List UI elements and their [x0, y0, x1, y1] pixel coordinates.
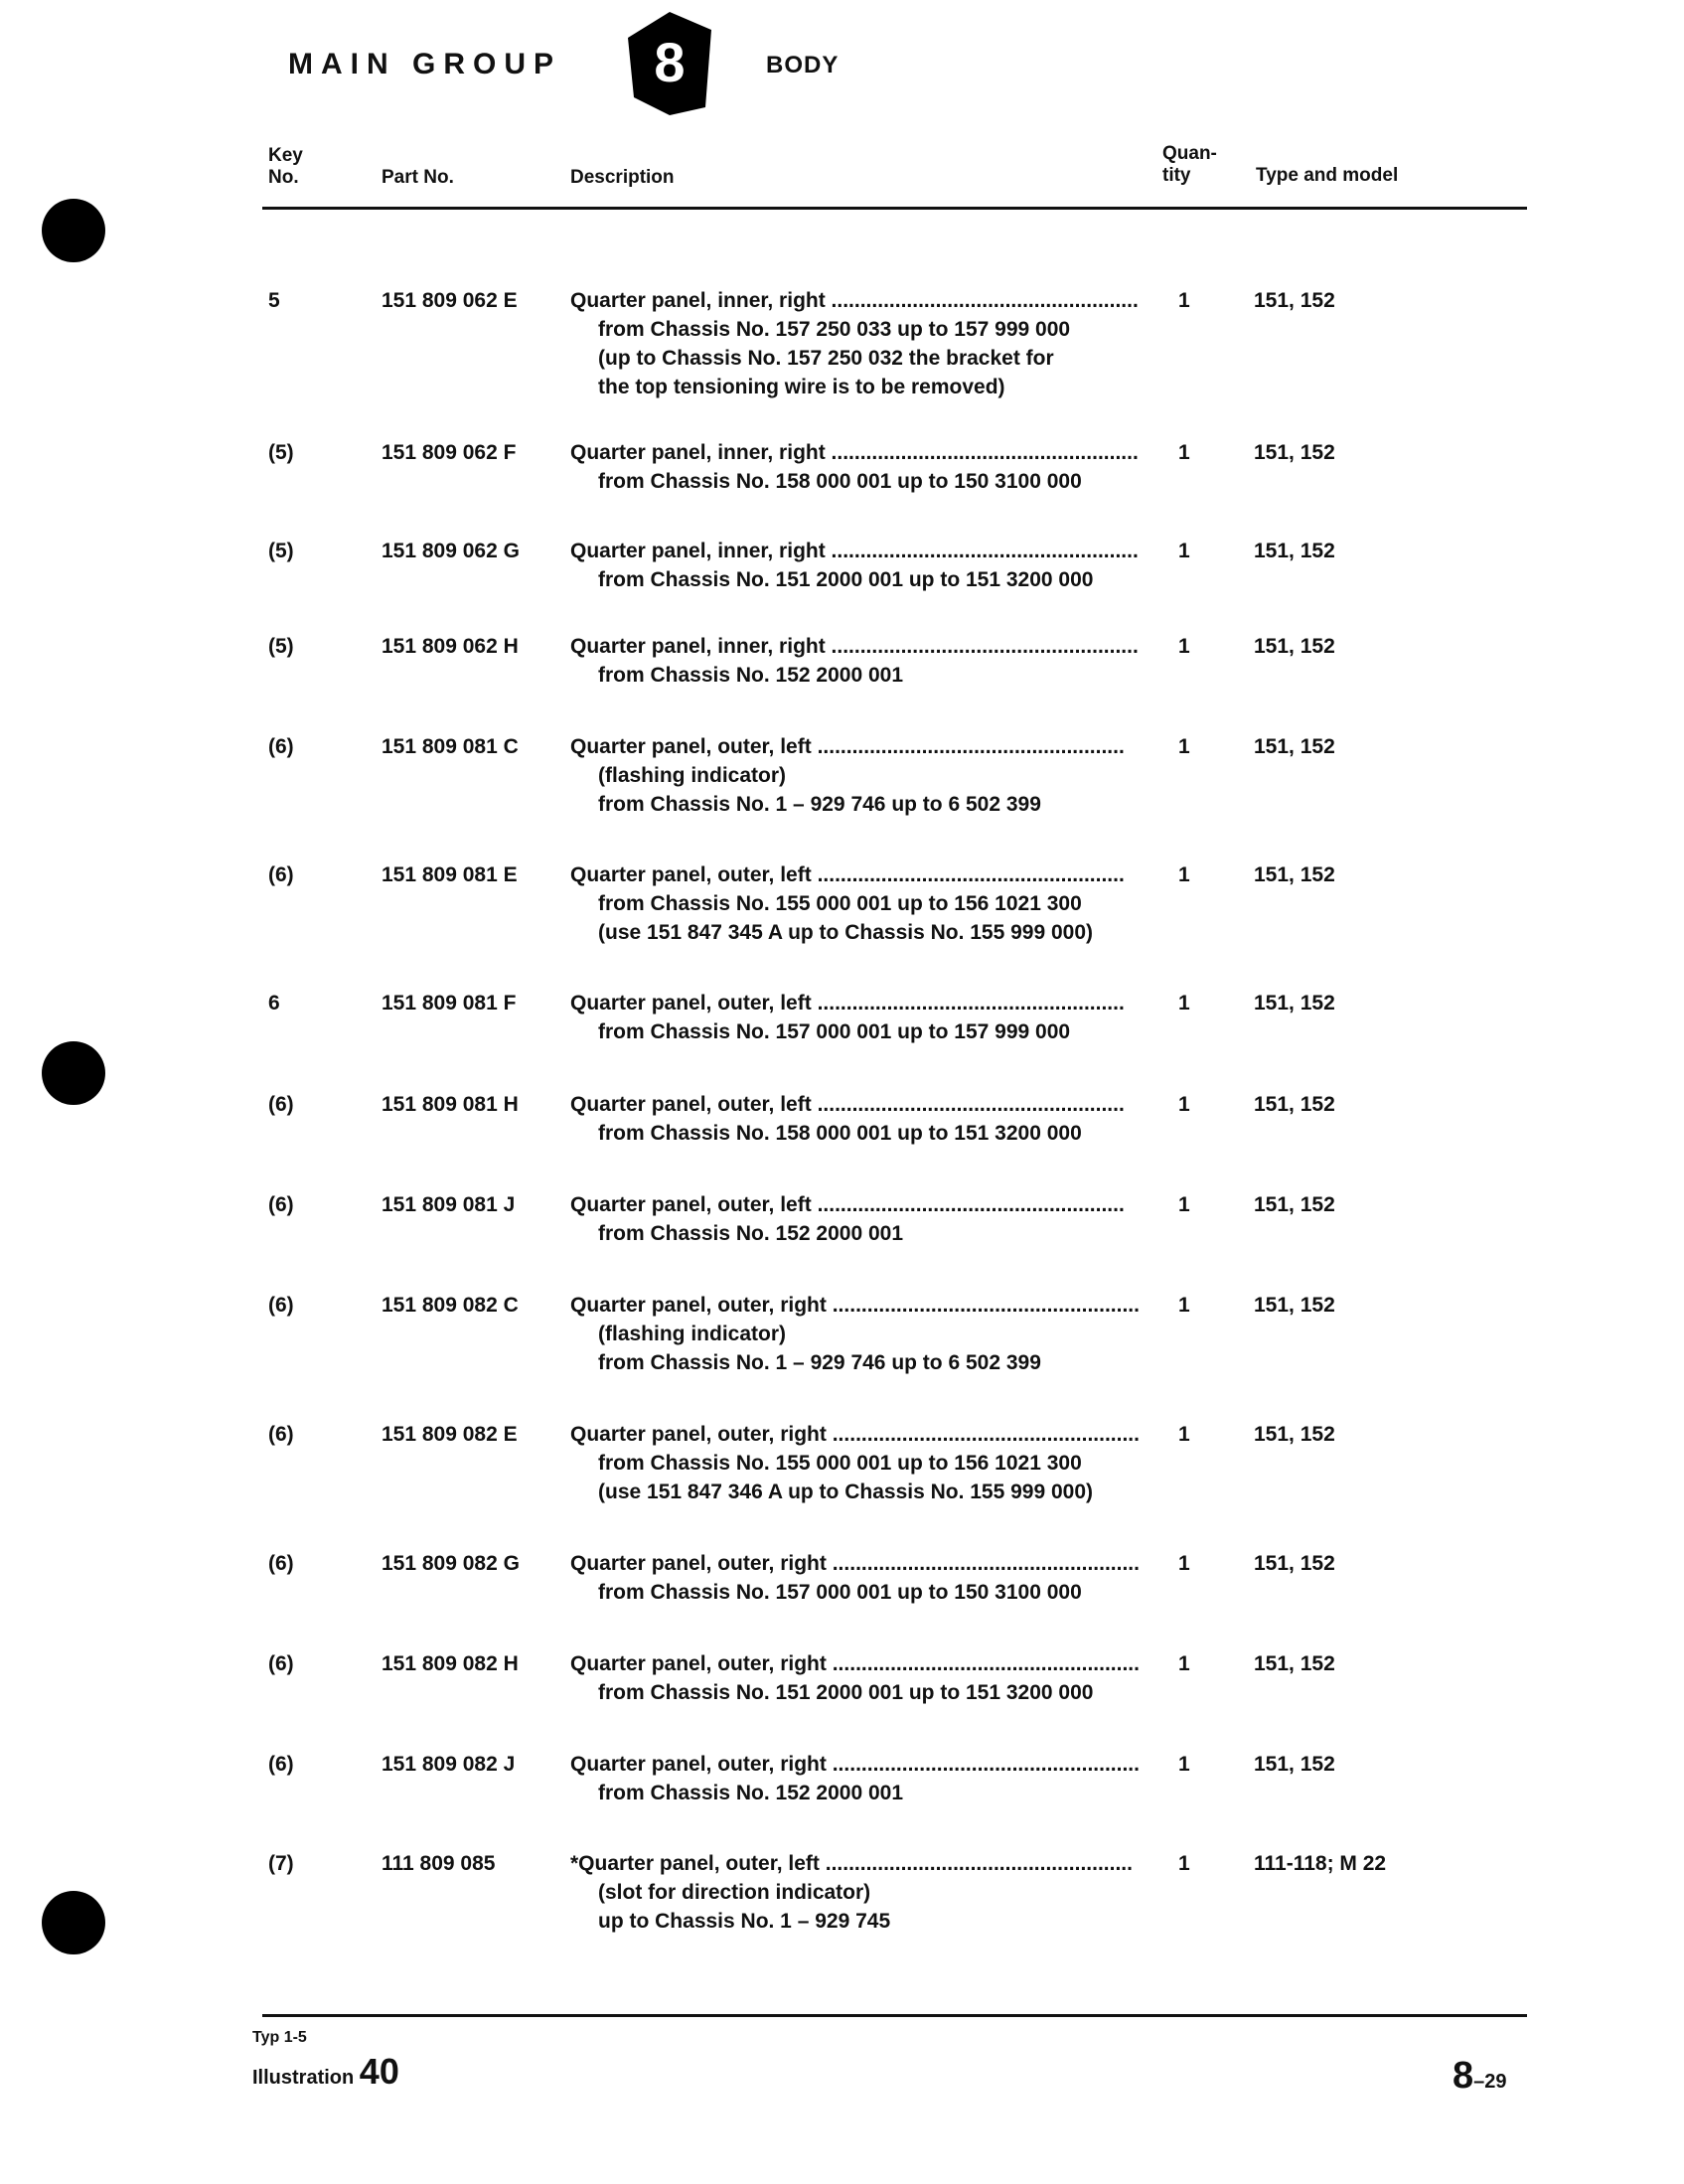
- binder-hole: [42, 1041, 105, 1105]
- description-text: Quarter panel, inner, right: [570, 540, 826, 562]
- key-number: (5): [268, 635, 294, 658]
- column-header-quantity: Quan- tity: [1162, 143, 1217, 186]
- part-number: 151 809 082 C: [382, 1294, 519, 1317]
- description-line: [570, 860, 1147, 889]
- type-and-model: 151, 152: [1254, 289, 1335, 312]
- type-and-model: 151, 152: [1254, 1753, 1335, 1776]
- quantity: 1: [1178, 635, 1190, 658]
- description-line: [570, 632, 1147, 661]
- dot-leader: .....................................................: [819, 1852, 1133, 1875]
- description-text: Quarter panel, outer, right: [570, 1423, 827, 1446]
- dot-leader: .....................................................: [826, 1423, 1140, 1446]
- page-number-main: 8: [1453, 2055, 1474, 2097]
- dot-leader: .....................................................: [826, 1753, 1140, 1776]
- main-group-heading: MAIN GROUP: [288, 48, 561, 80]
- description-line: [570, 1849, 1147, 1878]
- description-continuation: from Chassis No. 157 250 033 up to 157 999 000: [598, 318, 1071, 341]
- dot-leader: .....................................................: [811, 1193, 1125, 1216]
- description: [570, 286, 1147, 401]
- column-header-description: Description: [570, 167, 675, 188]
- key-number: (6): [268, 1193, 294, 1216]
- description-continuation: up to Chassis No. 1 – 929 745: [598, 1910, 891, 1933]
- description-text: *Quarter panel, outer, left: [570, 1852, 820, 1875]
- dot-leader: .....................................................: [825, 635, 1139, 658]
- part-number: 151 809 062 E: [382, 289, 518, 312]
- type-and-model: 151, 152: [1254, 540, 1335, 562]
- column-header-part: Part No.: [382, 167, 454, 188]
- dot-leader: .....................................................: [825, 289, 1139, 312]
- description-text: Quarter panel, outer, left: [570, 1093, 812, 1116]
- description-continuation: from Chassis No. 158 000 001 up to 150 3100 000: [598, 470, 1082, 493]
- description-text: Quarter panel, inner, right: [570, 289, 826, 312]
- dot-leader: .....................................................: [825, 540, 1139, 562]
- description-continuation: from Chassis No. 1 – 929 746 up to 6 502 399: [598, 1351, 1041, 1374]
- description-continuation: (slot for direction indicator): [598, 1881, 871, 1904]
- description-line: [570, 1090, 1147, 1119]
- description-text: Quarter panel, outer, right: [570, 1753, 827, 1776]
- key-number: (6): [268, 1093, 294, 1116]
- dot-leader: .....................................................: [825, 441, 1139, 464]
- description-continuation: from Chassis No. 151 2000 001 up to 151 3200 000: [598, 568, 1094, 591]
- description: [570, 1190, 1147, 1248]
- type-and-model: 151, 152: [1254, 863, 1335, 886]
- quantity: 1: [1178, 1552, 1190, 1575]
- description-continuation: from Chassis No. 152 2000 001: [598, 1222, 904, 1245]
- key-number: (7): [268, 1852, 294, 1875]
- key-number: (5): [268, 540, 294, 562]
- key-number: (6): [268, 1753, 294, 1776]
- description-text: Quarter panel, outer, left: [570, 992, 812, 1014]
- description-line: [570, 286, 1147, 315]
- description-text: Quarter panel, outer, left: [570, 735, 812, 758]
- illustration-number: 40: [359, 2051, 399, 2092]
- description-text: Quarter panel, outer, left: [570, 863, 812, 886]
- column-header-type: Type and model: [1256, 165, 1399, 186]
- description-continuation: from Chassis No. 151 2000 001 up to 151 3200 000: [598, 1681, 1094, 1704]
- description-continuation: from Chassis No. 1 – 929 746 up to 6 502 399: [598, 793, 1041, 816]
- description: [570, 1420, 1147, 1506]
- illustration-label: Illustration: [252, 2067, 355, 2089]
- description-continuation: (use 151 847 346 A up to Chassis No. 155 999 000): [598, 1481, 1094, 1503]
- type-and-model: 151, 152: [1254, 635, 1335, 658]
- section-title: BODY: [766, 52, 840, 78]
- quantity: 1: [1178, 1423, 1190, 1446]
- type-and-model: 111-118; M 22: [1254, 1852, 1387, 1875]
- description: [570, 1849, 1147, 1936]
- part-number: 151 809 062 H: [382, 635, 519, 658]
- description-line: [570, 989, 1147, 1017]
- description-continuation: from Chassis No. 155 000 001 up to 156 1021 300: [598, 892, 1082, 915]
- group-number: 8: [654, 31, 686, 93]
- description-continuation: (use 151 847 345 A up to Chassis No. 155 999 000): [598, 921, 1094, 944]
- page-number-sub: –29: [1473, 2071, 1507, 2093]
- description-text: Quarter panel, outer, left: [570, 1193, 812, 1216]
- key-number: (6): [268, 1552, 294, 1575]
- description: [570, 732, 1147, 819]
- part-number: 151 809 082 J: [382, 1753, 516, 1776]
- dot-leader: .....................................................: [811, 992, 1125, 1014]
- quantity: 1: [1178, 735, 1190, 758]
- part-number: 151 809 081 F: [382, 992, 517, 1014]
- part-number: 151 809 082 G: [382, 1552, 520, 1575]
- page-number: [1453, 2055, 1507, 2098]
- key-number: (5): [268, 441, 294, 464]
- type-and-model: 151, 152: [1254, 1294, 1335, 1317]
- key-number: (6): [268, 1423, 294, 1446]
- quantity: 1: [1178, 1753, 1190, 1776]
- key-number: (6): [268, 735, 294, 758]
- quantity: 1: [1178, 1652, 1190, 1675]
- description: [570, 537, 1147, 594]
- quantity: 1: [1178, 1852, 1190, 1875]
- description-line: [570, 1750, 1147, 1779]
- description-continuation: the top tensioning wire is to be removed): [598, 376, 1005, 398]
- description: [570, 1291, 1147, 1377]
- description: [570, 632, 1147, 690]
- quantity: 1: [1178, 1193, 1190, 1216]
- type-and-model: 151, 152: [1254, 1552, 1335, 1575]
- description-line: [570, 1649, 1147, 1678]
- description: [570, 1750, 1147, 1807]
- quantity: 1: [1178, 289, 1190, 312]
- description-continuation: (flashing indicator): [598, 764, 786, 787]
- part-number: 151 809 081 E: [382, 863, 518, 886]
- dot-leader: .....................................................: [826, 1552, 1140, 1575]
- key-number: (6): [268, 1652, 294, 1675]
- description-line: [570, 537, 1147, 565]
- description-line: [570, 1291, 1147, 1320]
- description-text: Quarter panel, inner, right: [570, 441, 826, 464]
- dot-leader: .....................................................: [826, 1652, 1140, 1675]
- type-and-model: 151, 152: [1254, 992, 1335, 1014]
- key-number: (6): [268, 1294, 294, 1317]
- binder-hole: [42, 199, 105, 262]
- description-text: Quarter panel, outer, right: [570, 1294, 827, 1317]
- description: [570, 1090, 1147, 1148]
- description-continuation: from Chassis No. 158 000 001 up to 151 3200 000: [598, 1122, 1082, 1145]
- description-line: [570, 1549, 1147, 1578]
- dot-leader: .....................................................: [811, 863, 1125, 886]
- part-number: 151 809 081 J: [382, 1193, 516, 1216]
- quantity: 1: [1178, 992, 1190, 1014]
- part-number: 151 809 081 C: [382, 735, 519, 758]
- description-continuation: from Chassis No. 155 000 001 up to 156 1021 300: [598, 1452, 1082, 1475]
- description-line: [570, 732, 1147, 761]
- type-note: Typ 1-5: [252, 2029, 307, 2046]
- key-number: 5: [268, 289, 280, 312]
- description-line: [570, 438, 1147, 467]
- dot-leader: .....................................................: [826, 1294, 1140, 1317]
- quantity: 1: [1178, 863, 1190, 886]
- type-and-model: 151, 152: [1254, 1093, 1335, 1116]
- part-number: 151 809 062 F: [382, 441, 517, 464]
- header-rule: [262, 207, 1527, 210]
- key-number: (6): [268, 863, 294, 886]
- type-and-model: 151, 152: [1254, 441, 1335, 464]
- type-and-model: 151, 152: [1254, 1423, 1335, 1446]
- part-number: 111 809 085: [382, 1852, 496, 1875]
- binder-hole: [42, 1891, 105, 1954]
- quantity: 1: [1178, 441, 1190, 464]
- group-number-badge: [624, 10, 715, 117]
- type-and-model: 151, 152: [1254, 1193, 1335, 1216]
- type-and-model: 151, 152: [1254, 735, 1335, 758]
- description-line: [570, 1420, 1147, 1449]
- key-number: 6: [268, 992, 280, 1014]
- description: [570, 1549, 1147, 1607]
- illustration-reference: [252, 2051, 399, 2093]
- part-number: 151 809 062 G: [382, 540, 520, 562]
- description: [570, 989, 1147, 1046]
- part-number: 151 809 082 E: [382, 1423, 518, 1446]
- type-and-model: 151, 152: [1254, 1652, 1335, 1675]
- dot-leader: .....................................................: [811, 735, 1125, 758]
- dot-leader: .....................................................: [811, 1093, 1125, 1116]
- footer-rule: [262, 2014, 1527, 2017]
- column-header-key: Key No.: [268, 145, 303, 188]
- quantity: 1: [1178, 1294, 1190, 1317]
- description-continuation: (up to Chassis No. 157 250 032 the bracket for: [598, 347, 1054, 370]
- description-continuation: from Chassis No. 152 2000 001: [598, 1782, 904, 1804]
- part-number: 151 809 082 H: [382, 1652, 519, 1675]
- group-badge-shape: [624, 10, 715, 117]
- part-number: 151 809 081 H: [382, 1093, 519, 1116]
- description-text: Quarter panel, inner, right: [570, 635, 826, 658]
- description-continuation: from Chassis No. 157 000 001 up to 157 999 000: [598, 1020, 1071, 1043]
- description-text: Quarter panel, outer, right: [570, 1552, 827, 1575]
- description-line: [570, 1190, 1147, 1219]
- description-continuation: from Chassis No. 157 000 001 up to 150 3100 000: [598, 1581, 1082, 1604]
- quantity: 1: [1178, 540, 1190, 562]
- description: [570, 1649, 1147, 1707]
- description-continuation: (flashing indicator): [598, 1323, 786, 1345]
- description-text: Quarter panel, outer, right: [570, 1652, 827, 1675]
- description-continuation: from Chassis No. 152 2000 001: [598, 664, 904, 687]
- description: [570, 438, 1147, 496]
- quantity: 1: [1178, 1093, 1190, 1116]
- description: [570, 860, 1147, 947]
